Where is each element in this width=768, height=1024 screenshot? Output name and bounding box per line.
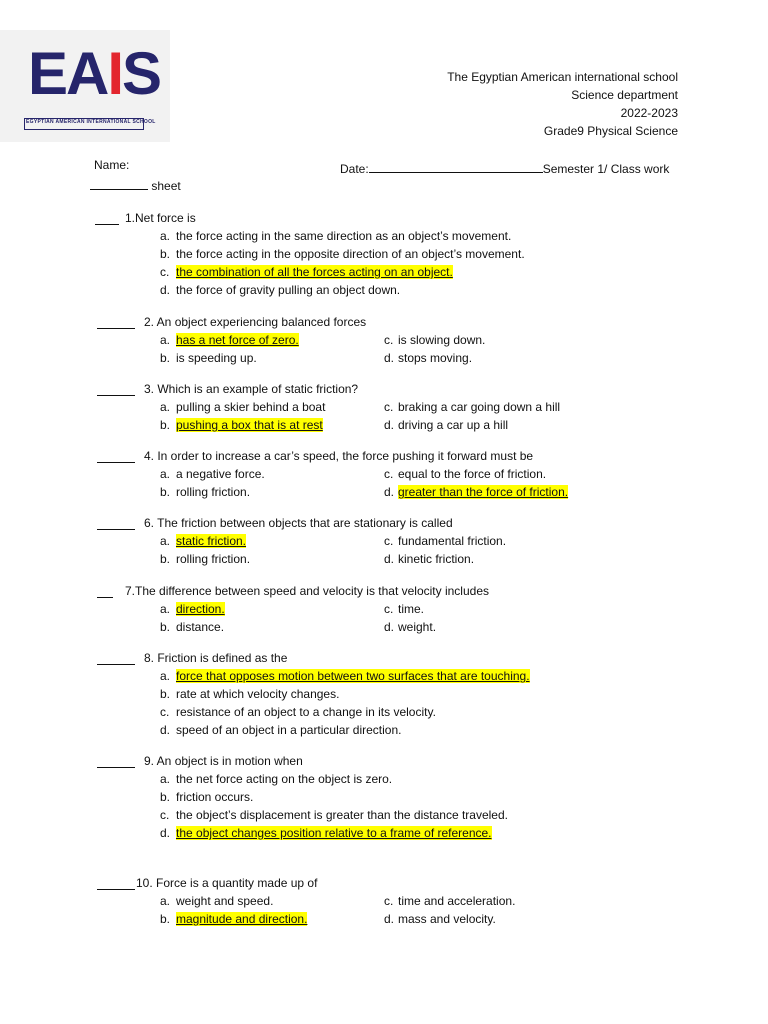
answer-blank xyxy=(97,889,135,890)
school-logo xyxy=(0,30,170,142)
option-text: equal to the force of friction. xyxy=(398,467,547,481)
answer-blank xyxy=(95,224,119,225)
question-stem: 8. Friction is defined as the xyxy=(144,651,288,665)
department-name: Science department xyxy=(571,88,678,102)
option-marker: b. xyxy=(160,351,171,365)
sheet-blank xyxy=(90,189,148,190)
option-marker: d. xyxy=(384,351,395,365)
highlighted-answer: greater than the force of friction. xyxy=(398,485,569,499)
option-text: stops moving. xyxy=(398,351,473,365)
logo-tagline: EGYPTIAN AMERICAN INTERNATIONAL SCHOOL xyxy=(26,119,156,125)
option-marker: d. xyxy=(384,620,395,634)
question-stem: 7.The difference between speed and velocity is that velocity includes xyxy=(125,584,489,598)
answer-blank xyxy=(97,597,113,598)
option-marker: a. xyxy=(160,534,171,548)
highlighted-answer: direction. xyxy=(176,602,225,616)
answer-blank xyxy=(97,529,135,530)
option-text: kinetic friction. xyxy=(398,552,475,566)
question-stem: 1.Net force is xyxy=(125,211,196,225)
option-text: the force acting in the opposite direction of an object’s movement. xyxy=(176,247,525,261)
answer-blank xyxy=(97,664,135,665)
option-marker: d. xyxy=(160,723,171,737)
question-stem: 9. An object is in motion when xyxy=(144,754,303,768)
option-text: is speeding up. xyxy=(176,351,257,365)
highlighted-answer: magnitude and direction. xyxy=(176,912,308,926)
option-marker: b. xyxy=(160,552,171,566)
option-marker: d. xyxy=(384,418,395,432)
option-text: is slowing down. xyxy=(398,333,486,347)
option-marker: d. xyxy=(384,912,395,926)
option-marker: a. xyxy=(160,772,171,786)
option-marker: b. xyxy=(160,912,171,926)
option-marker: c. xyxy=(384,602,394,616)
answer-blank xyxy=(97,395,135,396)
option-text: the force acting in the same direction as an object’s movement. xyxy=(176,229,512,243)
option-text: pulling a skier behind a boat xyxy=(176,400,326,414)
school-year: 2022-2023 xyxy=(620,106,678,120)
option-marker: d. xyxy=(160,826,171,840)
option-marker: c. xyxy=(160,705,170,719)
date-blank xyxy=(369,172,543,173)
option-text: speed of an object in a particular direction. xyxy=(176,723,402,737)
highlighted-answer: has a net force of zero. xyxy=(176,333,299,347)
option-marker: d. xyxy=(384,552,395,566)
logo-letters: EAIS xyxy=(28,40,161,107)
option-text: rolling friction. xyxy=(176,552,251,566)
option-marker: c. xyxy=(384,467,394,481)
option-text: distance. xyxy=(176,620,225,634)
option-marker: b. xyxy=(160,418,171,432)
question-stem: 2. An object experiencing balanced forces xyxy=(144,315,367,329)
option-text: a negative force. xyxy=(176,467,265,481)
highlighted-answer: static friction. xyxy=(176,534,247,548)
option-text: resistance of an object to a change in its velocity. xyxy=(176,705,436,719)
option-marker: d. xyxy=(160,283,171,297)
question-stem: 4. In order to increase a car’s speed, the force pushing it forward must be xyxy=(144,449,534,463)
option-marker: c. xyxy=(384,400,394,414)
school-name: The Egyptian American international school xyxy=(447,70,678,84)
sheet-line xyxy=(90,179,181,193)
option-text: rate at which velocity changes. xyxy=(176,687,340,701)
semester-label: Semester 1/ Class work xyxy=(542,162,670,176)
date-field xyxy=(340,162,669,176)
option-marker: b. xyxy=(160,485,171,499)
option-marker: a. xyxy=(160,894,171,908)
highlighted-answer: force that opposes motion between two surfaces that are touching. xyxy=(176,669,530,683)
option-marker: d. xyxy=(384,485,395,499)
option-text: friction occurs. xyxy=(176,790,254,804)
question-stem: 6. The friction between objects that are stationary is called xyxy=(144,516,453,530)
option-marker: b. xyxy=(160,687,171,701)
option-text: fundamental friction. xyxy=(398,534,507,548)
option-marker: c. xyxy=(384,333,394,347)
highlighted-answer: the object changes position relative to a frame of reference. xyxy=(176,826,492,840)
option-marker: b. xyxy=(160,247,171,261)
option-marker: c. xyxy=(160,265,170,279)
option-text: time and acceleration. xyxy=(398,894,516,908)
question-stem: 10. Force is a quantity made up of xyxy=(136,876,318,890)
answer-blank xyxy=(97,462,135,463)
answer-blank xyxy=(97,328,135,329)
question-stem: 3. Which is an example of static friction? xyxy=(144,382,359,396)
option-text: driving a car up a hill xyxy=(398,418,509,432)
option-text: time. xyxy=(398,602,425,616)
option-marker: a. xyxy=(160,333,171,347)
option-marker: a. xyxy=(160,229,171,243)
option-text: braking a car going down a hill xyxy=(398,400,561,414)
highlighted-answer: the combination of all the forces acting on an object. xyxy=(176,265,453,279)
option-text: the force of gravity pulling an object down. xyxy=(176,283,401,297)
option-marker: a. xyxy=(160,669,171,683)
option-text: the object’s displacement is greater than the distance traveled. xyxy=(176,808,508,822)
option-marker: c. xyxy=(384,894,394,908)
date-label: Date: xyxy=(340,162,369,176)
option-text: weight and speed. xyxy=(176,894,274,908)
sheet-label: sheet xyxy=(151,179,181,193)
course-name: Grade9 Physical Science xyxy=(543,124,678,138)
option-text: mass and velocity. xyxy=(398,912,496,926)
option-marker: a. xyxy=(160,400,171,414)
option-text: weight. xyxy=(398,620,437,634)
option-marker: b. xyxy=(160,620,171,634)
option-marker: c. xyxy=(384,534,394,548)
option-marker: c. xyxy=(160,808,170,822)
answer-blank xyxy=(97,767,135,768)
option-marker: a. xyxy=(160,467,171,481)
option-marker: b. xyxy=(160,790,171,804)
name-label: Name: xyxy=(94,158,130,172)
option-text: the net force acting on the object is zero. xyxy=(176,772,393,786)
highlighted-answer: pushing a box that is at rest xyxy=(176,418,323,432)
option-marker: a. xyxy=(160,602,171,616)
option-text: rolling friction. xyxy=(176,485,251,499)
